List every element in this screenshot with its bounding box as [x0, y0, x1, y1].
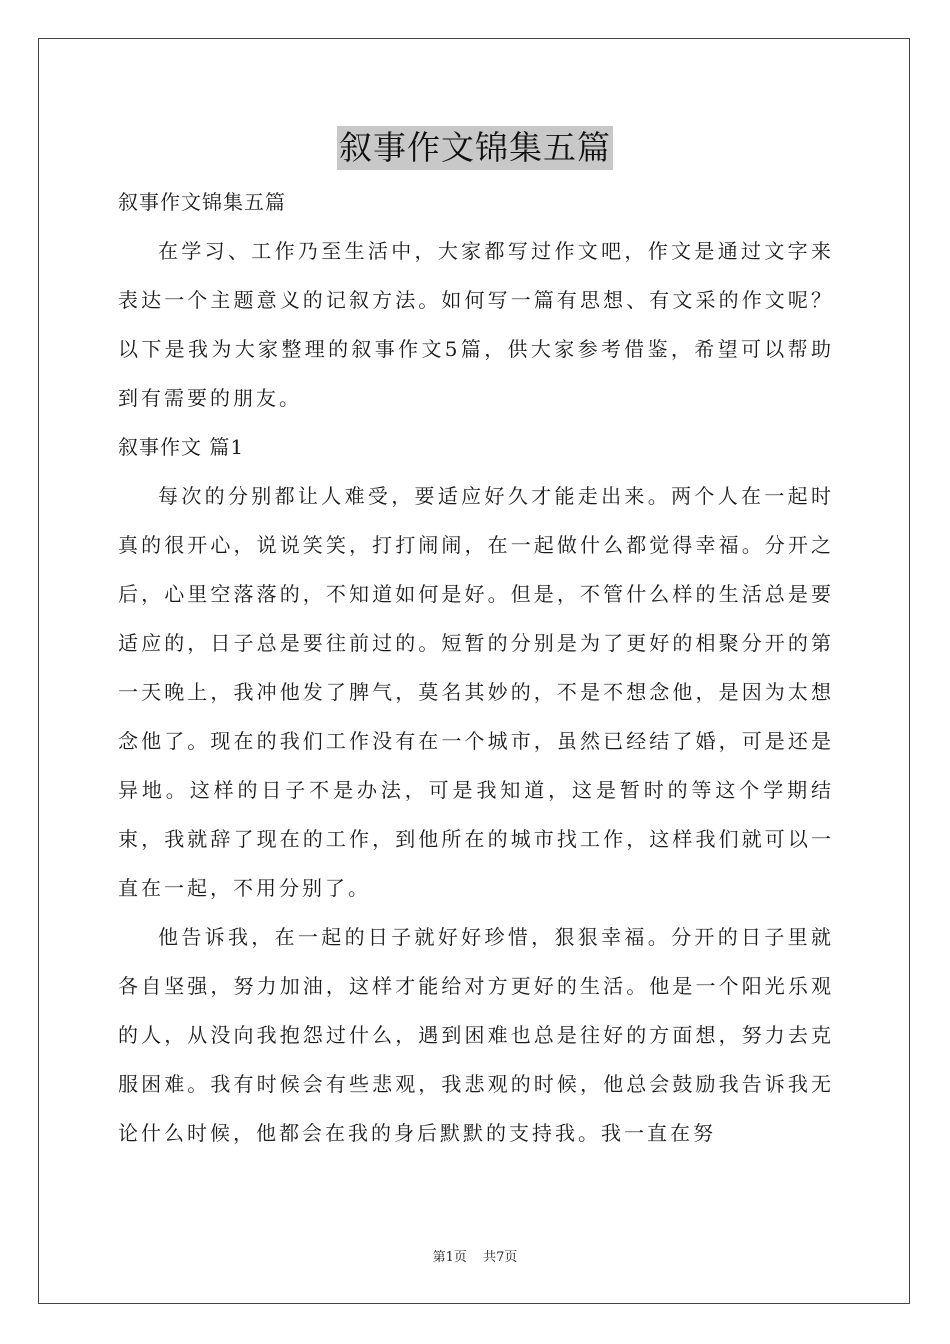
page-total: 共7页 [483, 1250, 518, 1265]
body-paragraph-2: 他告诉我，在一起的日子就好好珍惜，狠狠幸福。分开的日子里就各自坚强，努力加油，这样才能给对方更好的生活。他是一个阳光乐观的人，从没向我抱怨过什么，遇到困难也总是往好的方面想，努力去克服困难。我有时候会有些悲观，我悲观的时候，他总会鼓励我告诉我无论什么时候，他都会在我的身后默默的支持我。我一直在努 [118, 925, 834, 1145]
page-number: 第1页 [432, 1250, 467, 1265]
document-body [118, 178, 834, 1158]
document-title: 叙事作文锦集五篇 [337, 126, 613, 170]
page-footer [0, 1246, 950, 1265]
body-paragraph-1: 每次的分别都让人难受，要适应好久才能走出来。两个人在一起时真的很开心，说说笑笑，打打闹闹，在一起做什么都觉得幸福。分开之后，心里空落落的，不知道如何是好。但是，不管什么样的生活总是要适应的，日子总是要往前过的。短暂的分别是为了更好的相聚分开的第一天晚上，我冲他发了脾气，莫名其妙的，不是不想念他，是因为太想念他了。现在的我们工作没有在一个城市，虽然已经结了婚，可是还是异地。这样的日子不是办法，可是我知道，这是暂时的等这个学期结束，我就辞了现在的工作，到他所在的城市找工作，这样我们就可以一直在一起，不用分别了。 [118, 484, 834, 900]
title-container [0, 126, 950, 170]
intro-paragraph: 在学习、工作乃至生活中，大家都写过作文吧，作文是通过文字来表达一个主题意义的记叙方法。如何写一篇有思想、有文采的作文呢？以下是我为大家整理的叙事作文5篇，供大家参考借鉴，希望可以帮助到有需要的朋友。 [118, 239, 834, 410]
section-heading: 叙事作文 篇1 [118, 435, 245, 459]
document-subtitle: 叙事作文锦集五篇 [118, 190, 286, 214]
